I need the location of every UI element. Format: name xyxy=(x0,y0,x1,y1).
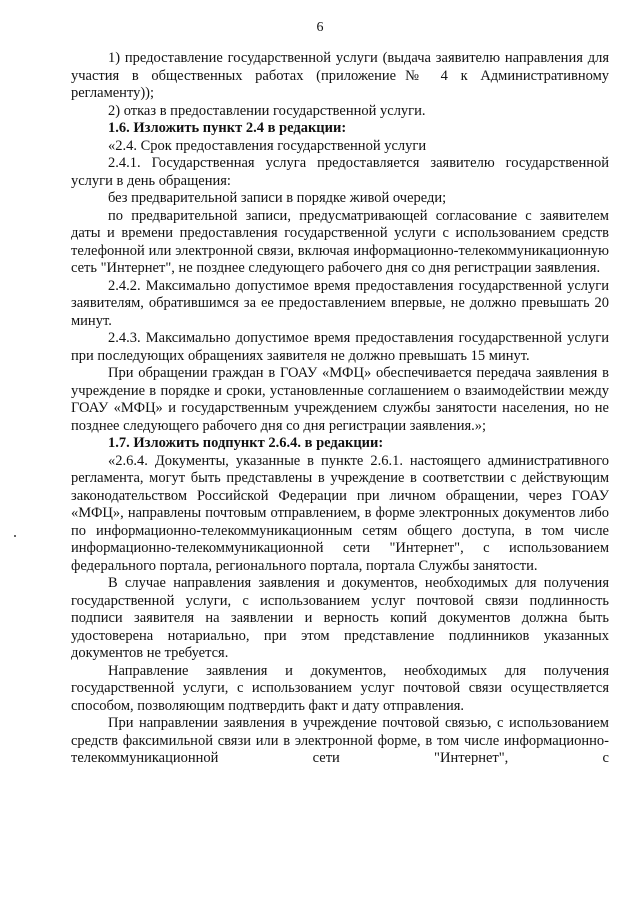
section-heading: 1.6. Изложить пункт 2.4 в редакции: xyxy=(108,120,347,136)
paragraph: При обращении граждан в ГОАУ «МФЦ» обеспечивается передача заявления в учреждение в порядке и сроки, установленные соглашением о взаимодействии между ГОАУ «МФЦ» и государственным учреждением службы занятости населения, но не позднее следующего рабочего дня со дня регистрации заявления.»; xyxy=(71,365,609,434)
paragraph: При направлении заявления в учреждение почтовой связью, с использованием средств факсимильной связи или в электронной форме, в том числе информационно-телекоммуникационной сети "Интернет", с xyxy=(71,715,609,766)
paragraph: «2.6.4. Документы, указанные в пункте 2.6.1. настоящего административного регламента, могут быть представлены в учреждение в соответствии с действующим законодательством Российской Федерации при личном обращении, через ГОАУ «МФЦ», направлены почтовым отправлением, в форме электронных документов либо по информационно-телекоммуникационным сетям общего доступа, в том числе информационно-телекоммуникационной сети "Интернет", с использованием федерального портала, регионального портала, портала Службы занятости. xyxy=(71,452,609,574)
document-body xyxy=(71,50,609,768)
paragraph: 2.4.3. Максимально допустимое время предоставления государственной услуги при последующих обращениях заявителя не должно превышать 15 минут. xyxy=(71,330,609,364)
section-heading: 1.7. Изложить подпункт 2.6.4. в редакции: xyxy=(108,435,384,451)
paragraph: Направление заявления и документов, необходимых для получения государственной услуги, с использованием услуг почтовой связи осуществляется способом, позволяющим подтвердить факт и дату отправления. xyxy=(71,662,609,714)
page-number: 6 xyxy=(316,20,324,35)
paragraph: «2.4. Срок предоставления государственной услуги xyxy=(108,137,427,154)
paragraph: 2) отказ в предоставлении государственной услуги. xyxy=(108,102,426,119)
paragraph: по предварительной записи, предусматривающей согласование с заявителем даты и времени предоставления государственной услуги с использованием средств телефонной или электронной связи, включая информационно-телекоммуникационную сеть "Интернет", не позднее следующего рабочего дня со дня регистрации заявления. xyxy=(71,207,609,276)
paragraph: В случае направления заявления и документов, необходимых для получения государственной услуги, с использованием услуг почтовой связи подлинность подписи заявителя на заявлении и верность копий документов должна быть удостоверена нотариально, при этом представление подлинников указанных документов не требуется. xyxy=(71,575,609,661)
paragraph: без предварительной записи в порядке живой очереди; xyxy=(108,190,447,206)
paragraph: 2.4.2. Максимально допустимое время предоставления государственной услуги заявителям, обратившимся за ее предоставлением впервые, не должно превышать 20 минут. xyxy=(71,277,609,329)
margin-mark xyxy=(14,535,16,537)
paragraph: 1) предоставление государственной услуги (выдача заявителю направления для участия в общественных работах (приложение№ 4 к Административному регламенту)); xyxy=(71,50,609,101)
paragraph: 2.4.1. Государственная услуга предоставляется заявителю государственной услуги в день обращения: xyxy=(71,155,609,189)
